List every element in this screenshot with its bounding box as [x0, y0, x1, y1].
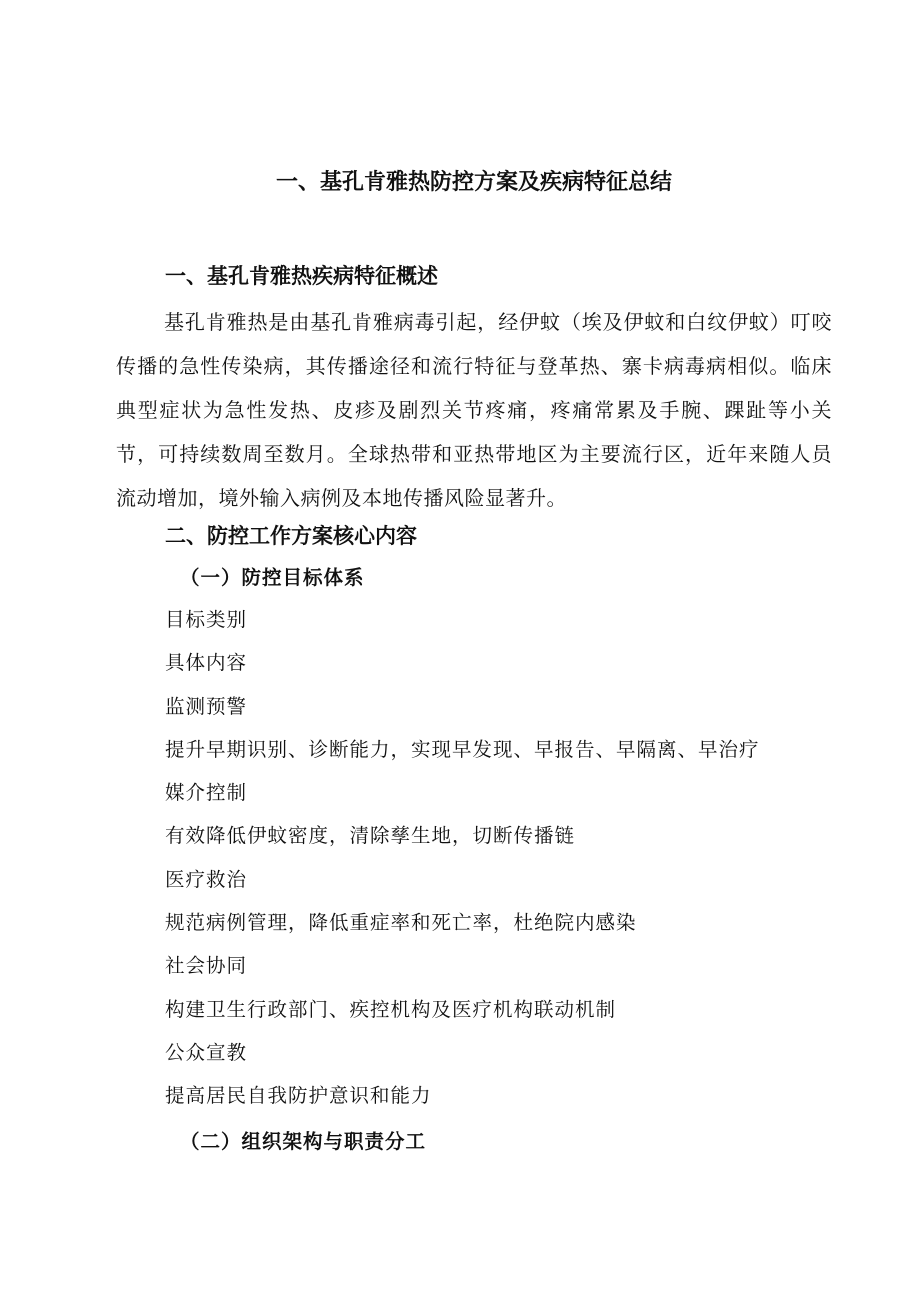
section-1-heading: 一、基孔肯雅热疾病特征概述	[165, 264, 438, 288]
table-line: 目标类别	[165, 608, 248, 631]
section-1-paragraph: 基孔肯雅热是由基孔肯雅病毒引起，经伊蚊（埃及伊蚊和白纹伊蚊）叮咬传播的急性传染病，其传播途径和流行特征与登革热、寨卡病毒病相似。临床典型症状为急性发热、皮疹及剧烈关节疼痛，疼痛常累及手腕、踝趾等小关节，可持续数周至数月。全球热带和亚热带地区为主要流行区，近年来随人员流动增加，境外输入病例及本地传播风险显著升。	[116, 310, 832, 510]
table-line: 公众宣教	[165, 1040, 248, 1064]
table-line: 构建卫生行政部门、疾控机构及医疗机构联动机制	[165, 997, 617, 1021]
table-line: 规范病例管理，降低重症率和死亡率，杜绝院内感染	[165, 911, 637, 935]
table-line: 媒介控制	[165, 781, 248, 805]
table-line: 医疗救治	[165, 867, 248, 891]
subsection-1-heading: （一）防控目标体系	[180, 566, 365, 589]
table-line: 社会协同	[165, 954, 248, 978]
table-line: 提高居民自我防护意识和能力	[165, 1084, 432, 1108]
table-line: 监测预警	[165, 694, 248, 718]
table-line: 提升早期识别、诊断能力，实现早发现、早报告、早隔离、早治疗	[165, 737, 760, 761]
subsection-2-heading: （二）组织架构与职责分工	[180, 1130, 427, 1153]
document-title: 一、基孔肯雅热防控方案及疾病特征总结	[275, 170, 672, 195]
goal-table-lines	[165, 604, 855, 1124]
section-2-heading: 二、防控工作方案核心内容	[165, 524, 417, 548]
table-line: 有效降低伊蚊密度，清除孳生地，切断传播链	[165, 824, 576, 848]
table-line: 具体内容	[165, 651, 248, 675]
